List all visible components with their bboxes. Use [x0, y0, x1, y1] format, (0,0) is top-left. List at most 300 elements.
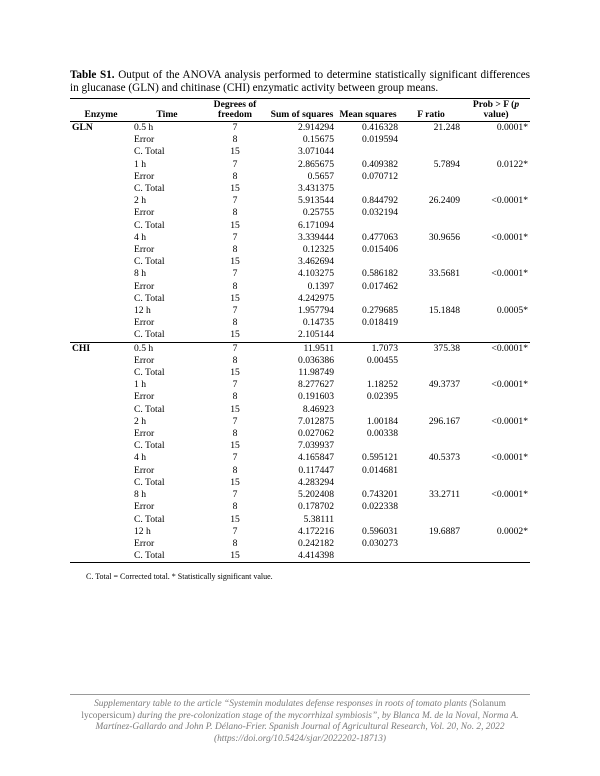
cell-p-value — [462, 293, 530, 305]
cell-ms — [336, 550, 400, 563]
cell-df: 7 — [232, 452, 238, 464]
cell-time: 8 h — [134, 489, 146, 501]
cell-ss: 5.202408 — [298, 489, 334, 501]
table-row — [70, 171, 530, 183]
cell-p-value: <0.0001* — [491, 415, 528, 427]
cell-f-ratio — [400, 428, 462, 440]
cell-p-value — [462, 477, 530, 489]
cell-f-ratio — [400, 514, 462, 526]
cell-ss: 4.283294 — [298, 476, 334, 488]
cell-time: C. Total — [134, 292, 165, 304]
cell-df: 8 — [232, 537, 238, 549]
cell-enzyme — [70, 256, 132, 268]
cell-p-value — [462, 428, 530, 440]
header-time: Time — [132, 99, 202, 122]
cell-ms — [336, 220, 400, 232]
cell-f-ratio: 40.5373 — [428, 452, 460, 464]
cell-ss: 2.105144 — [298, 329, 334, 341]
cell-ms: 0.02395 — [366, 391, 398, 403]
header-enzyme: Enzyme — [70, 99, 132, 122]
cell-p-value: 0.0005* — [496, 305, 528, 317]
cell-ss: 4.242975 — [298, 292, 334, 304]
cell-f-ratio: 375.38 — [400, 342, 462, 355]
cell-enzyme — [70, 428, 132, 440]
cell-time: Error — [134, 537, 155, 549]
cell-p-value — [462, 440, 530, 452]
cell-ss: 0.027062 — [298, 428, 334, 440]
cell-p-value — [462, 538, 530, 550]
cell-ss: 5.38111 — [303, 513, 334, 525]
table-caption — [70, 69, 530, 95]
cell-ms — [336, 329, 400, 342]
cell-df: 15 — [230, 329, 240, 341]
cell-ss: 0.1397 — [307, 280, 334, 292]
cell-time: C. Total — [134, 256, 165, 268]
cell-df: 8 — [232, 280, 238, 292]
cell-df: 15 — [230, 256, 240, 268]
cell-enzyme — [70, 232, 132, 244]
cell-f-ratio — [400, 550, 462, 563]
table-row — [70, 122, 530, 135]
cell-ms: 0.030273 — [362, 537, 398, 549]
cell-ms: 0.015406 — [362, 244, 398, 256]
cell-ms — [336, 440, 400, 452]
cell-ss: 11.98749 — [298, 367, 334, 379]
cell-ms: 0.00338 — [366, 428, 398, 440]
cell-f-ratio: 33.5681 — [428, 268, 460, 280]
cell-p-value — [462, 514, 530, 526]
cell-time: 12 h — [134, 525, 151, 537]
cell-f-ratio — [400, 538, 462, 550]
cell-p-value — [462, 146, 530, 158]
cell-time: 0.5 h — [132, 342, 202, 355]
table-row — [70, 134, 530, 146]
cell-ss: 3.339444 — [298, 231, 334, 243]
cell-ss: 7.012875 — [298, 415, 334, 427]
cell-p-value — [462, 465, 530, 477]
cell-enzyme — [70, 146, 132, 158]
table-row — [70, 256, 530, 268]
cell-df: 7 — [232, 268, 238, 280]
table-row — [70, 526, 530, 538]
cell-enzyme — [70, 183, 132, 195]
cell-time: Error — [134, 464, 155, 476]
header-f: F ratio — [400, 99, 462, 122]
cell-ms — [336, 367, 400, 379]
cell-ms: 0.279685 — [362, 305, 398, 317]
cell-f-ratio: 296.167 — [428, 415, 460, 427]
citation-part2: ) during the pre-colonization stage of the mycorrhizal symbiosis”, by Blanca M. de la Noval, Norma A. Martínez-Gallardo and John P. Délano-Frier. Spanish Journal of Agricultural Research, Vol. 20, No. 2, 2022 (https://doi.org/10.5424/sjar/2022202-18713) — [95, 710, 519, 744]
citation — [70, 694, 530, 745]
table-footnote: C. Total = Corrected total. * Statistically significant value. — [86, 572, 273, 581]
caption-label: Table S1. — [70, 69, 115, 81]
table-row — [70, 367, 530, 379]
cell-df: 7 — [232, 305, 238, 317]
cell-ms: 0.014681 — [362, 464, 398, 476]
cell-enzyme — [70, 305, 132, 317]
cell-ms — [336, 293, 400, 305]
cell-df: 8 — [232, 428, 238, 440]
table-row — [70, 440, 530, 452]
table-row — [70, 379, 530, 391]
cell-p-value — [462, 171, 530, 183]
cell-enzyme: GLN — [72, 122, 93, 133]
cell-time: C. Total — [134, 367, 165, 379]
cell-time: C. Total — [134, 476, 165, 488]
cell-df: 15 — [230, 367, 240, 379]
cell-ss: 0.242182 — [298, 537, 334, 549]
header-p — [462, 99, 530, 122]
cell-ss: 11.9511 — [268, 342, 336, 355]
cell-df: 15 — [230, 146, 240, 158]
cell-ms: 0.018419 — [362, 317, 398, 329]
cell-ms — [336, 256, 400, 268]
cell-p-value — [462, 317, 530, 329]
cell-f-ratio: 19.6887 — [428, 525, 460, 537]
cell-time: 2 h — [134, 415, 146, 427]
cell-p-value: 0.0001* — [496, 122, 528, 133]
cell-ms: 0.595121 — [362, 452, 398, 464]
cell-enzyme — [70, 391, 132, 403]
cell-p-value — [462, 391, 530, 403]
cell-df: 7 — [232, 195, 238, 207]
cell-ms: 0.019594 — [362, 134, 398, 146]
cell-time: Error — [134, 501, 155, 513]
cell-p-value: <0.0001* — [491, 489, 528, 501]
cell-f-ratio — [400, 281, 462, 293]
cell-p-value — [462, 355, 530, 367]
cell-p-value — [462, 183, 530, 195]
cell-f-ratio: 26.2409 — [428, 195, 460, 207]
cell-time: C. Total — [132, 550, 202, 563]
cell-ss: 2.865675 — [298, 158, 334, 170]
cell-ss: 2.914294 — [298, 122, 334, 133]
cell-ms: 0.070712 — [362, 170, 398, 182]
cell-ms: 0.00455 — [366, 354, 398, 366]
cell-df: 8 — [232, 170, 238, 182]
cell-df: 7 — [202, 342, 268, 355]
cell-f-ratio — [400, 317, 462, 329]
cell-time: Error — [134, 280, 155, 292]
table-row — [70, 317, 530, 329]
cell-enzyme — [70, 171, 132, 183]
cell-p-value — [462, 207, 530, 219]
cell-df: 7 — [232, 379, 238, 391]
cell-enzyme — [70, 329, 132, 342]
cell-time: Error — [134, 170, 155, 182]
cell-time: 4 h — [134, 452, 146, 464]
table-row — [70, 232, 530, 244]
cell-ss: 0.15675 — [302, 134, 334, 146]
cell-ss: 0.117447 — [298, 464, 334, 476]
cell-f-ratio — [400, 293, 462, 305]
cell-df: 7 — [232, 525, 238, 537]
cell-p-value — [462, 550, 530, 563]
table-row — [70, 220, 530, 232]
header-df: Degrees of freedom — [202, 99, 268, 122]
header-p-italic: p — [514, 99, 520, 110]
table-row — [70, 514, 530, 526]
table-row — [70, 355, 530, 367]
cell-ss: 8.46923 — [302, 403, 334, 415]
cell-df: 7 — [232, 122, 238, 133]
cell-enzyme — [70, 355, 132, 367]
cell-f-ratio — [400, 146, 462, 158]
cell-f-ratio — [400, 465, 462, 477]
cell-p-value: <0.0001* — [491, 452, 528, 464]
cell-time: C. Total — [134, 146, 165, 158]
cell-time: C. Total — [134, 183, 165, 195]
cell-f-ratio — [400, 183, 462, 195]
table-row — [70, 183, 530, 195]
cell-ms: 0.743201 — [362, 489, 398, 501]
cell-df: 8 — [232, 354, 238, 366]
cell-enzyme — [70, 134, 132, 146]
anova-table — [70, 98, 530, 563]
table-row — [70, 550, 530, 563]
cell-p-value — [462, 404, 530, 416]
cell-ss: 3.462694 — [298, 256, 334, 268]
cell-ss: 0.25755 — [302, 207, 334, 219]
cell-ms: 0.586182 — [362, 268, 398, 280]
cell-ss: 4.165847 — [298, 452, 334, 464]
cell-time: 2 h — [134, 195, 146, 207]
cell-p-value — [462, 256, 530, 268]
cell-p-value: 0.0002* — [496, 525, 528, 537]
table-row — [70, 244, 530, 256]
cell-time: C. Total — [134, 219, 165, 231]
cell-ms: 1.18252 — [366, 379, 398, 391]
cell-time: 1 h — [134, 158, 146, 170]
table-row — [70, 146, 530, 158]
cell-ss: 0.5657 — [307, 170, 334, 182]
header-ms: Mean squares — [336, 99, 400, 122]
cell-time: Error — [134, 354, 155, 366]
cell-p-value — [462, 367, 530, 379]
cell-df: 8 — [232, 464, 238, 476]
cell-ms — [336, 404, 400, 416]
cell-ss: 0.178702 — [298, 501, 334, 513]
table-row — [70, 416, 530, 428]
cell-ss: 0.191603 — [298, 391, 334, 403]
cell-f-ratio: 5.7894 — [433, 158, 460, 170]
cell-df: 8 — [232, 391, 238, 403]
cell-time: 1 h — [134, 379, 146, 391]
table-body — [70, 122, 530, 563]
cell-enzyme — [70, 404, 132, 416]
cell-f-ratio — [400, 220, 462, 232]
cell-time: C. Total — [134, 403, 165, 415]
citation-part1: Supplementary table to the article “Systemin modulates defense responses in roots of tomato plants ( — [94, 699, 473, 709]
cell-enzyme: CHI — [70, 342, 132, 355]
cell-enzyme — [70, 514, 132, 526]
cell-ms: 0.596031 — [362, 525, 398, 537]
cell-df: 8 — [232, 317, 238, 329]
cell-p-value: <0.0001* — [491, 379, 528, 391]
cell-ms: 0.477063 — [362, 231, 398, 243]
cell-enzyme — [70, 489, 132, 501]
cell-enzyme — [70, 159, 132, 171]
cell-ms — [336, 477, 400, 489]
cell-enzyme — [70, 526, 132, 538]
cell-p-value — [462, 501, 530, 513]
cell-enzyme — [70, 452, 132, 464]
cell-ms: 0.017462 — [362, 280, 398, 292]
cell-time: Error — [134, 428, 155, 440]
caption-text: Output of the ANOVA analysis performed to determine statistically significant differences in glucanase (GLN) and chitinase (CHI) enzymatic activity between group means. — [70, 69, 531, 94]
table-row — [70, 293, 530, 305]
cell-ms: 1.7073 — [336, 342, 400, 355]
cell-f-ratio: 21.248 — [433, 122, 460, 133]
cell-time: Error — [134, 134, 155, 146]
cell-f-ratio — [400, 207, 462, 219]
table-row — [70, 268, 530, 280]
table-row — [70, 159, 530, 171]
cell-ms — [336, 146, 400, 158]
cell-enzyme — [70, 244, 132, 256]
table-row — [70, 329, 530, 342]
cell-p-value: <0.0001* — [462, 342, 530, 355]
cell-f-ratio — [400, 440, 462, 452]
cell-p-value — [462, 281, 530, 293]
cell-f-ratio: 49.3737 — [428, 379, 460, 391]
cell-time: C. Total — [134, 440, 165, 452]
cell-time: C. Total — [134, 329, 165, 341]
cell-f-ratio: 30.9656 — [428, 231, 460, 243]
cell-ms — [336, 183, 400, 195]
header-ss: Sum of squares — [268, 99, 336, 122]
cell-ss: 7.039937 — [298, 440, 334, 452]
cell-f-ratio — [400, 329, 462, 342]
cell-df: 15 — [230, 183, 240, 195]
cell-f-ratio — [400, 256, 462, 268]
cell-df: 7 — [232, 231, 238, 243]
cell-time: Error — [134, 244, 155, 256]
cell-df: 15 — [230, 403, 240, 415]
cell-f-ratio — [400, 355, 462, 367]
cell-ms: 0.416328 — [362, 122, 398, 133]
cell-enzyme — [70, 379, 132, 391]
cell-f-ratio — [400, 134, 462, 146]
cell-time: 0.5 h — [134, 122, 154, 133]
cell-ss: 3.071044 — [298, 146, 334, 158]
table-row — [70, 452, 530, 464]
cell-ms: 0.409382 — [362, 158, 398, 170]
table-row — [70, 489, 530, 501]
table-row — [70, 342, 530, 355]
cell-df: 15 — [230, 292, 240, 304]
cell-enzyme — [70, 220, 132, 232]
cell-p-value: <0.0001* — [491, 195, 528, 207]
cell-ss: 1.957794 — [298, 305, 334, 317]
cell-enzyme — [70, 416, 132, 428]
cell-df: 7 — [232, 415, 238, 427]
cell-time: 8 h — [134, 268, 146, 280]
cell-enzyme — [70, 550, 132, 563]
cell-ms: 0.022338 — [362, 501, 398, 513]
cell-f-ratio — [400, 244, 462, 256]
cell-df: 15 — [202, 550, 268, 563]
cell-f-ratio — [400, 404, 462, 416]
table-row — [70, 195, 530, 207]
cell-p-value — [462, 134, 530, 146]
header-p-prefix: Prob > F ( — [472, 99, 515, 110]
cell-enzyme — [70, 440, 132, 452]
cell-p-value: <0.0001* — [491, 268, 528, 280]
cell-ss: 5.913544 — [298, 195, 334, 207]
citation-species: Solanum lycopersicum — [81, 699, 506, 721]
table-row — [70, 207, 530, 219]
table-row — [70, 404, 530, 416]
cell-ss: 8.277627 — [298, 379, 334, 391]
cell-ss: 0.14735 — [302, 317, 334, 329]
cell-df: 15 — [230, 440, 240, 452]
cell-f-ratio — [400, 171, 462, 183]
cell-df: 8 — [232, 134, 238, 146]
cell-df: 15 — [230, 513, 240, 525]
cell-enzyme — [70, 465, 132, 477]
cell-p-value: 0.0122* — [496, 158, 528, 170]
table-row — [70, 538, 530, 550]
cell-df: 7 — [232, 489, 238, 501]
cell-ms — [336, 514, 400, 526]
cell-ms: 1.00184 — [366, 415, 398, 427]
cell-p-value — [462, 244, 530, 256]
cell-df: 8 — [232, 501, 238, 513]
cell-time: Error — [134, 391, 155, 403]
header-p-suffix: value) — [483, 109, 509, 120]
table-row — [70, 477, 530, 489]
cell-df: 15 — [230, 476, 240, 488]
cell-ss: 4.172216 — [298, 525, 334, 537]
cell-p-value — [462, 220, 530, 232]
table-header-row — [70, 99, 530, 122]
table-row — [70, 428, 530, 440]
cell-enzyme — [70, 195, 132, 207]
cell-ss: 0.036386 — [298, 354, 334, 366]
table-row — [70, 501, 530, 513]
cell-f-ratio: 33.2711 — [429, 489, 460, 501]
cell-p-value — [462, 329, 530, 342]
cell-ss: 0.12325 — [302, 244, 334, 256]
cell-ms: 0.032194 — [362, 207, 398, 219]
cell-enzyme — [70, 293, 132, 305]
table-row — [70, 465, 530, 477]
cell-time: 4 h — [134, 231, 146, 243]
table-row — [70, 305, 530, 317]
table-row — [70, 281, 530, 293]
cell-enzyme — [70, 268, 132, 280]
cell-time: C. Total — [134, 513, 165, 525]
cell-ms: 0.844792 — [362, 195, 398, 207]
cell-df: 8 — [232, 244, 238, 256]
cell-df: 15 — [230, 219, 240, 231]
cell-p-value: <0.0001* — [491, 231, 528, 243]
cell-ss: 6.171094 — [298, 219, 334, 231]
cell-enzyme — [70, 207, 132, 219]
cell-enzyme — [70, 477, 132, 489]
cell-f-ratio — [400, 477, 462, 489]
cell-f-ratio — [400, 367, 462, 379]
cell-f-ratio: 15.1848 — [428, 305, 460, 317]
cell-enzyme — [70, 501, 132, 513]
cell-ss: 3.431375 — [298, 183, 334, 195]
cell-enzyme — [70, 281, 132, 293]
table-row — [70, 391, 530, 403]
cell-f-ratio — [400, 391, 462, 403]
cell-enzyme — [70, 367, 132, 379]
cell-df: 7 — [232, 158, 238, 170]
